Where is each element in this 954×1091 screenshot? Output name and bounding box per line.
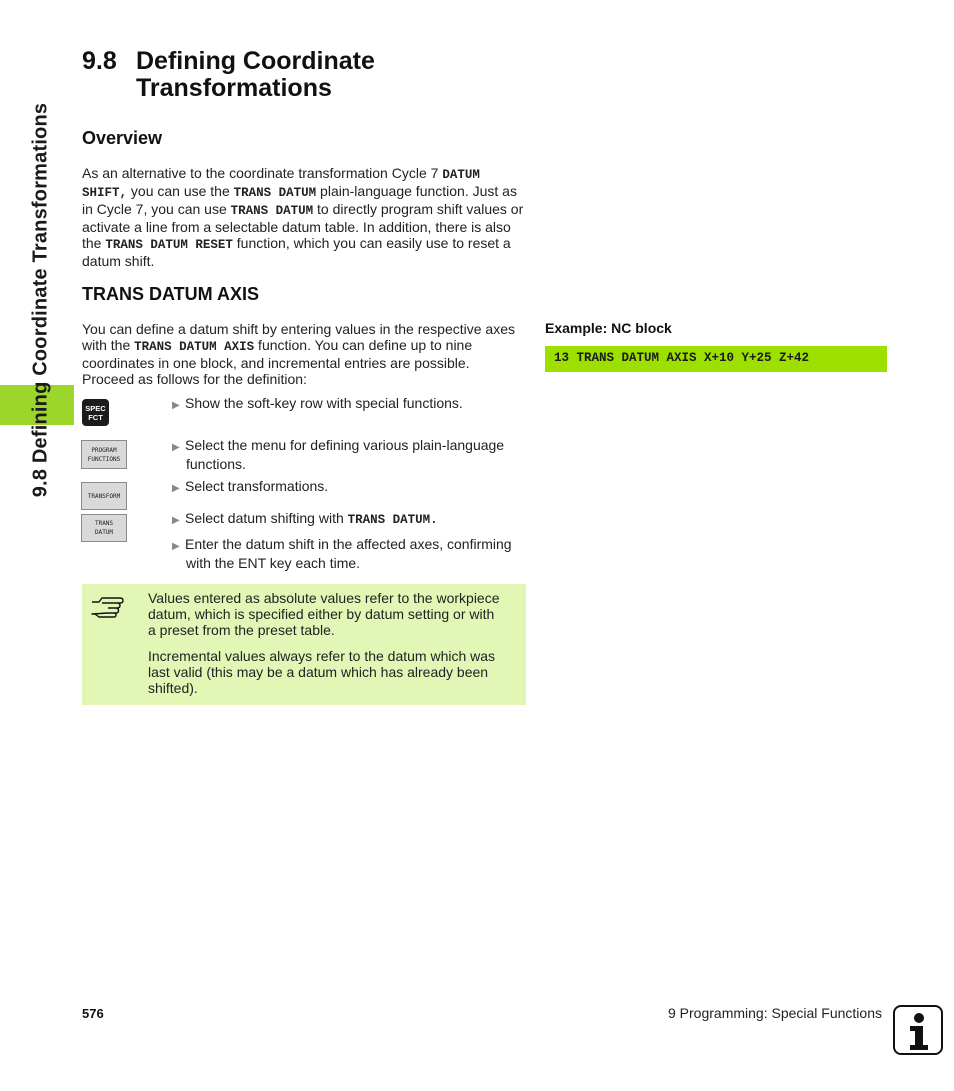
example-label: Example: NC block: [545, 320, 672, 336]
step-3: ▶ Select transformations.: [172, 478, 527, 497]
title-line-2: Transformations: [136, 74, 332, 102]
note-box: [82, 584, 526, 705]
page-number: 576: [82, 1006, 104, 1021]
overview-heading: Overview: [82, 128, 163, 148]
trans-datum-axis-heading: TRANS DATUM AXIS: [82, 284, 259, 304]
note-paragraph-1: Values entered as absolute values refer to the workpiece datum, which is specified either by datum setting or with a preset from the preset table.: [148, 590, 500, 638]
step-4: ▶ Select datum shifting with TRANS DATUM.: [172, 510, 438, 527]
step-arrow-icon: ▶: [172, 515, 180, 526]
step-arrow-icon: ▶: [172, 442, 180, 453]
step-arrow-icon: ▶: [172, 400, 180, 411]
step-5: ▶ Enter the datum shift in the affected axes, confirming with the ENT key each time.: [172, 536, 512, 571]
note-paragraph-2: Incremental values always refer to the datum which was last valid (this may be a datum which has already been shifted).: [148, 648, 496, 696]
program-functions-softkey[interactable]: PROGRAM FUNCTIONS: [81, 440, 127, 469]
transform-softkey[interactable]: TRANSFORM: [81, 482, 127, 510]
chapter-title: 9 Programming: Special Functions: [668, 1005, 882, 1021]
overview-paragraph: As an alternative to the coordinate transformation Cycle 7 DATUM SHIFT, you can use the TRANS DATUM plain-language function. Just as in Cycle 7, you can use TRANS DATUM to directly program shift values or activate a line from a selectable datum table. In addition, there is also the TRANS DATUM RESET function, which you can easily use to reset a datum shift.: [82, 165, 524, 269]
pointing-hand-icon: [90, 594, 126, 618]
trans-datum-axis-paragraph: You can define a datum shift by entering values in the respective axes with the TRANS DATUM AXIS function. You can define up to nine coordinates in one block, and incremental entries are possible. Proceed as follows for the definition:: [82, 321, 515, 387]
page-title: [82, 48, 375, 102]
step-1: ▶ Show the soft-key row with special functions.: [172, 395, 527, 414]
side-section-title: 9.8 Defining Coordinate Transformations: [29, 102, 52, 498]
title-line-1: Defining Coordinate: [136, 47, 375, 75]
spec-fct-key[interactable]: SPEC FCT: [82, 399, 109, 426]
nc-block-code: 13 TRANS DATUM AXIS X+10 Y+25 Z+42: [545, 346, 887, 372]
section-number: 9.8: [82, 47, 117, 75]
step-2: ▶ Select the menu for defining various plain-language functions.: [172, 437, 505, 472]
step-arrow-icon: ▶: [172, 541, 180, 552]
step-arrow-icon: ▶: [172, 483, 180, 494]
info-icon: [893, 1005, 943, 1055]
trans-datum-softkey[interactable]: TRANS DATUM: [81, 514, 127, 542]
